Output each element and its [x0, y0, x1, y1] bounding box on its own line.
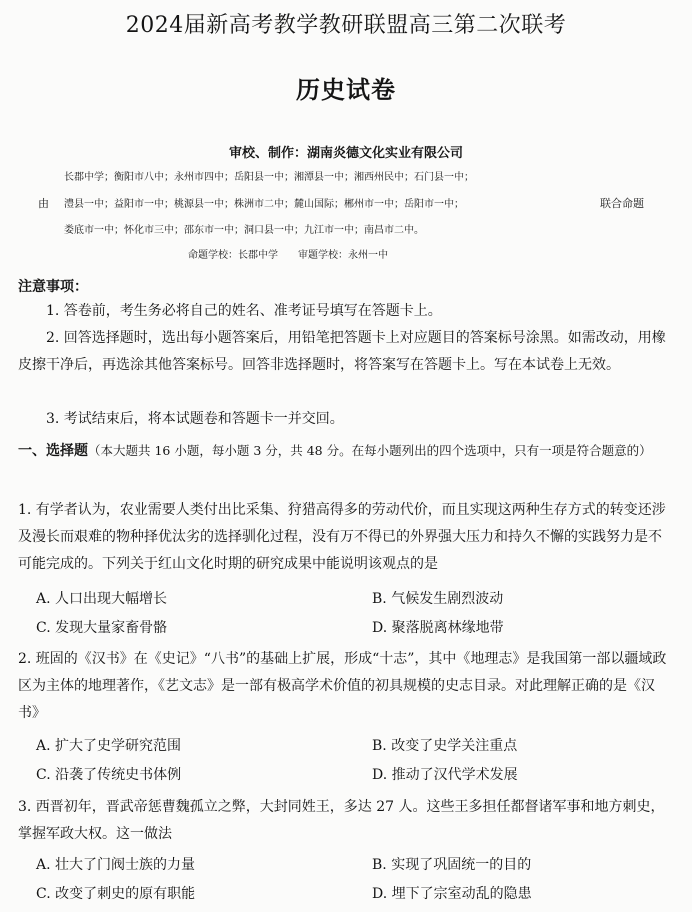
question-3-option-b[interactable]: B. 实现了巩固统一的目的 [372, 857, 532, 873]
question-3-option-c[interactable]: C. 改变了刺史的原有职能 [36, 886, 196, 902]
school-line-4: 命题学校：长郡中学 审题学校：永州一中 [188, 250, 388, 261]
section-heading [18, 437, 670, 465]
school-line-3: 娄底市一中；怀化市三中；邵东市一中；洞口县一中；九江市一中；南昌市二中。 [64, 225, 424, 236]
note-item-1 [18, 298, 670, 325]
note-item-3 [18, 406, 670, 433]
question-1-option-b[interactable]: B. 气候发生剧烈波动 [372, 591, 504, 607]
note-item-2 [18, 325, 670, 379]
question-3-stem: 3. 西晋初年，晋武帝惩曹魏孤立之弊，大封同姓王，多达 27 人。这些王多担任都督诸军事和地方刺史，掌握军政大权。这一做法 [18, 799, 665, 842]
school-list [0, 168, 692, 264]
school-line-2: 澧县一中；益阳市一中；桃源县一中；株洲市二中；麓山国际；郴州市一中；岳阳市一中； [64, 199, 464, 210]
note-item-3-text: 3. 考试结束后，将本试题卷和答题卡一并交回。 [46, 411, 344, 427]
joint-proposition-label: 联合命题 [600, 197, 644, 210]
notes-title: 注意事项： [18, 279, 88, 295]
question-3-option-a[interactable]: A. 壮大了门阀士族的力量 [36, 857, 196, 873]
question-2-option-b[interactable]: B. 改变了史学关注重点 [372, 738, 518, 754]
note-item-2-text: 2. 回答选择题时，选出每小题答案后，用铅笔把答题卡上对应题目的答案标号涂黑。如需改动，用橡皮擦干净后，再选涂其他答案标号。回答非选择题时，将答案写在答题卡上。写在本试卷上无效。 [18, 330, 666, 373]
producer-line: 审校、制作：湖南炎德文化实业有限公司 [228, 146, 463, 161]
question-2-option-a[interactable]: A. 扩大了史学研究范围 [36, 738, 182, 754]
section-note: （本大题共 16 小题，每小题 3 分，共 48 分。在每小题列出的四个选项中，只有一项是符合题意的） [88, 443, 652, 458]
question-3-option-d[interactable]: D. 埋下了宗室动乱的隐患 [372, 886, 532, 902]
question-2-option-c[interactable]: C. 沿袭了传统史书体例 [36, 767, 182, 783]
subject-title: 历史试卷 [296, 75, 396, 104]
school-line-1: 长郡中学；衡阳市八中；永州市四中；岳阳县一中；湘潭县一中；湘西州民中；石门县一中； [64, 172, 474, 183]
exam-title: 2024届新高考教学教研联盟高三第二次联考 [125, 13, 567, 38]
school-left-tag: 由 [38, 197, 49, 210]
question-1-option-d[interactable]: D. 聚落脱离林缘地带 [372, 620, 504, 636]
question-2-stem: 2. 班固的《汉书》在《史记》“八书”的基础上扩展，形成“十志”，其中《地理志》是我国第一部以疆域政区为主体的地理著作，《艺文志》是一部有极高学术价值的初具规模的史志目录。对此理解正确的是《汉书》 [18, 651, 667, 721]
question-1-option-c[interactable]: C. 发现大量家畜骨骼 [36, 620, 168, 636]
note-item-1-text: 1. 答卷前，考生务必将自己的姓名、准考证号填写在答题卡上。 [46, 303, 442, 319]
section-title: 一、选择题 [18, 443, 88, 459]
question-1-stem: 1. 有学者认为，农业需要人类付出比采集、狩猎高得多的劳动代价，而且实现这两种生存方式的转变还涉及漫长而艰难的物种择优汰劣的选择驯化过程，没有万不得已的外界强大压力和持久不懈的实践努力是不可能完成的。下列关于红山文化时期的研究成果中能说明该观点的是 [18, 502, 666, 572]
question-2-option-d[interactable]: D. 推动了汉代学术发展 [372, 767, 518, 783]
question-1-option-a[interactable]: A. 人口出现大幅增长 [36, 591, 168, 607]
